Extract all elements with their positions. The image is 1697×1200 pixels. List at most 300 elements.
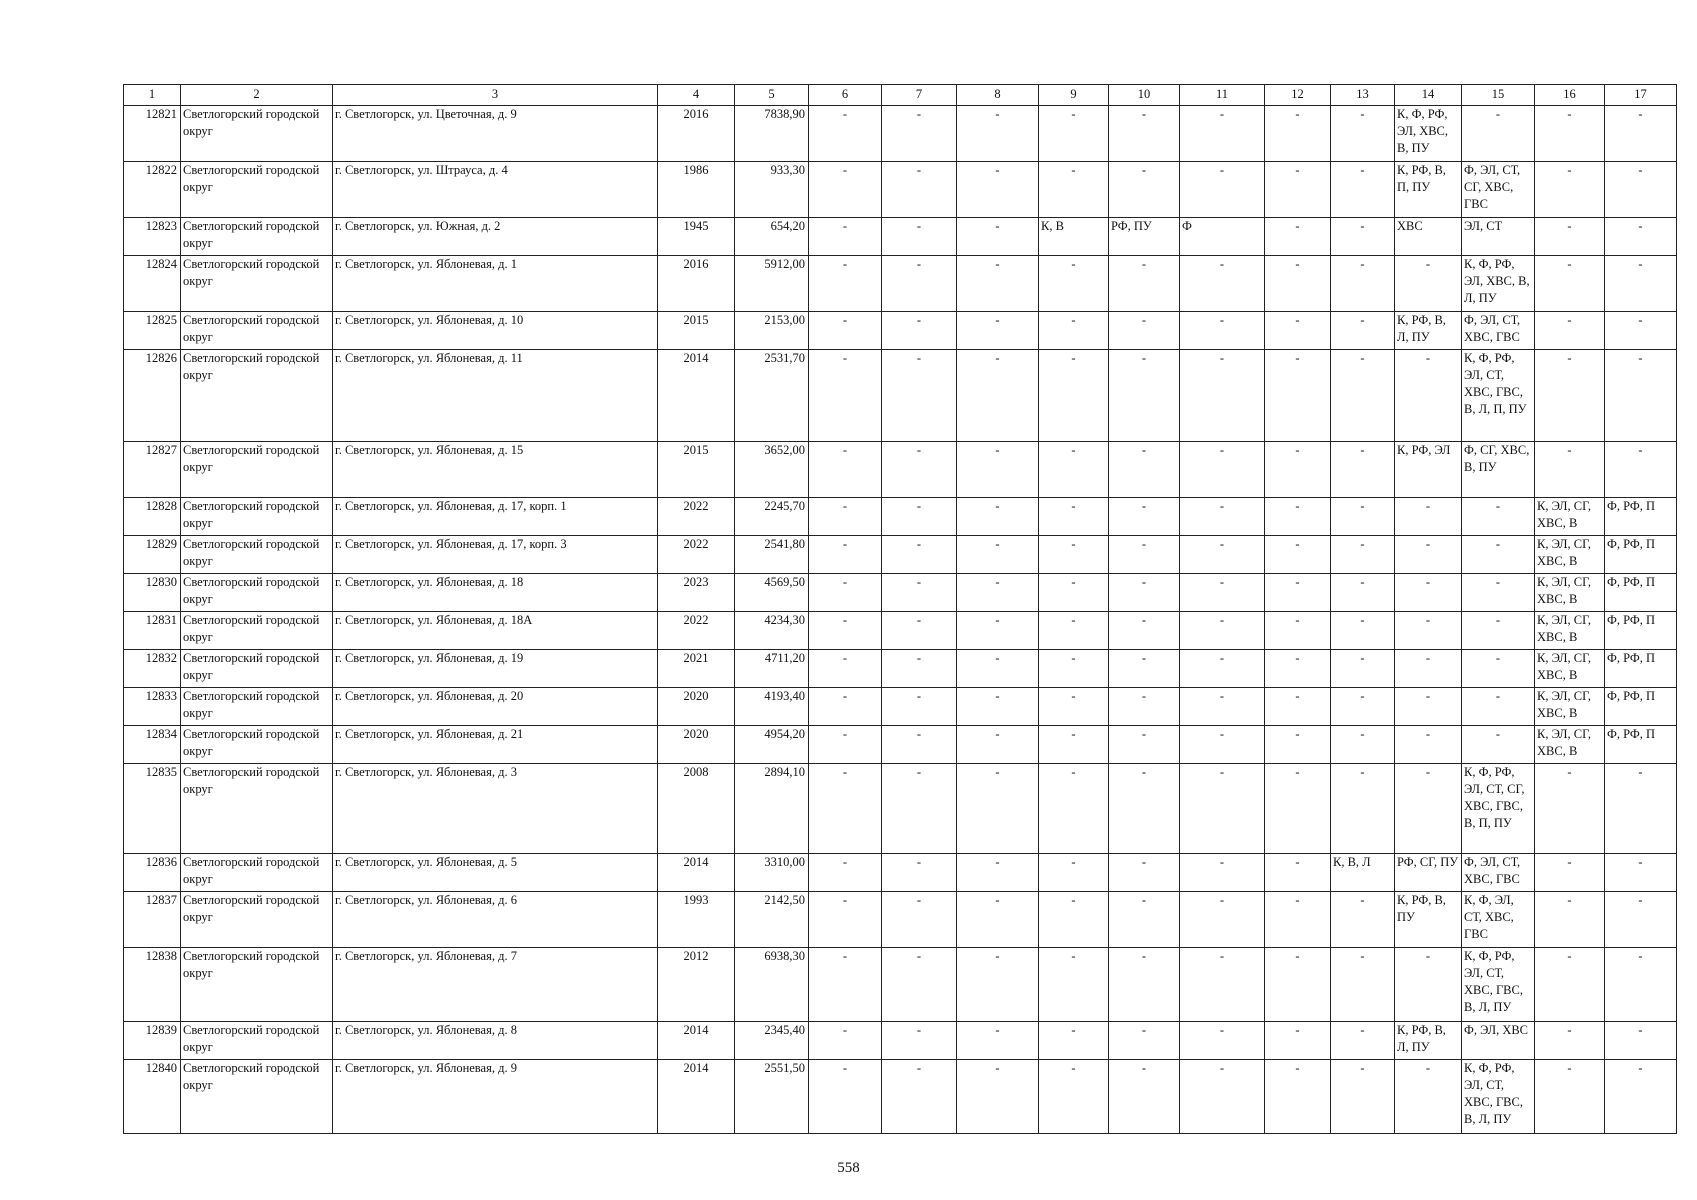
col-15-cell: - xyxy=(1462,612,1535,650)
col-16-cell: К, ЭЛ, СГ, ХВС, В xyxy=(1535,574,1605,612)
col-6-cell: - xyxy=(809,892,882,948)
col-12-cell: - xyxy=(1265,650,1331,688)
col-11-cell: - xyxy=(1180,498,1265,536)
municipality-cell: Светлогорский городской округ xyxy=(181,854,333,892)
area-cell: 2541,80 xyxy=(735,536,809,574)
table-body xyxy=(124,106,1677,1134)
col-14-cell: - xyxy=(1395,764,1462,854)
col-17-cell: Ф, РФ, П xyxy=(1605,612,1677,650)
col-12-cell: - xyxy=(1265,612,1331,650)
col-9-cell: К, В xyxy=(1039,218,1109,256)
area-cell: 2551,50 xyxy=(735,1060,809,1134)
col-17-cell: - xyxy=(1605,106,1677,162)
col-13-cell: - xyxy=(1331,536,1395,574)
col-11-cell: - xyxy=(1180,442,1265,498)
table-row xyxy=(124,612,1677,650)
col-7-cell: - xyxy=(882,726,957,764)
col-15-cell: К, Ф, РФ, ЭЛ, ХВС, В, Л, ПУ xyxy=(1462,256,1535,312)
col-8-cell: - xyxy=(957,726,1039,764)
col-9-cell: - xyxy=(1039,498,1109,536)
col-9-cell: - xyxy=(1039,536,1109,574)
col-17-cell: - xyxy=(1605,162,1677,218)
col-16-cell: К, ЭЛ, СГ, ХВС, В xyxy=(1535,688,1605,726)
record-number-cell: 12835 xyxy=(124,764,181,854)
col-13-cell: - xyxy=(1331,218,1395,256)
col-17-cell: Ф, РФ, П xyxy=(1605,650,1677,688)
col-16-cell: К, ЭЛ, СГ, ХВС, В xyxy=(1535,650,1605,688)
col-16-cell: - xyxy=(1535,350,1605,442)
municipality-cell: Светлогорский городской округ xyxy=(181,218,333,256)
col-16-cell: - xyxy=(1535,106,1605,162)
col-12-cell: - xyxy=(1265,1022,1331,1060)
col-14-cell: К, Ф, РФ, ЭЛ, ХВС, В, ПУ xyxy=(1395,106,1462,162)
col-11-cell: - xyxy=(1180,256,1265,312)
column-number-4: 4 xyxy=(658,85,735,106)
col-10-cell: - xyxy=(1109,726,1180,764)
col-14-cell: - xyxy=(1395,498,1462,536)
col-13-cell: - xyxy=(1331,442,1395,498)
col-10-cell: - xyxy=(1109,574,1180,612)
col-8-cell: - xyxy=(957,350,1039,442)
area-cell: 2153,00 xyxy=(735,312,809,350)
col-16-cell: К, ЭЛ, СГ, ХВС, В xyxy=(1535,612,1605,650)
col-13-cell: - xyxy=(1331,1060,1395,1134)
col-6-cell: - xyxy=(809,442,882,498)
col-14-cell: - xyxy=(1395,948,1462,1022)
column-number-14: 14 xyxy=(1395,85,1462,106)
col-16-cell: - xyxy=(1535,948,1605,1022)
area-cell: 6938,30 xyxy=(735,948,809,1022)
municipality-cell: Светлогорский городской округ xyxy=(181,650,333,688)
municipality-cell: Светлогорский городской округ xyxy=(181,442,333,498)
col-9-cell: - xyxy=(1039,726,1109,764)
col-10-cell: - xyxy=(1109,764,1180,854)
address-cell: г. Светлогорск, ул. Штрауса, д. 4 xyxy=(333,162,658,218)
address-cell: г. Светлогорск, ул. Цветочная, д. 9 xyxy=(333,106,658,162)
col-14-cell: - xyxy=(1395,350,1462,442)
col-8-cell: - xyxy=(957,218,1039,256)
col-13-cell: - xyxy=(1331,650,1395,688)
col-6-cell: - xyxy=(809,688,882,726)
area-cell: 2894,10 xyxy=(735,764,809,854)
address-cell: г. Светлогорск, ул. Яблоневая, д. 3 xyxy=(333,764,658,854)
col-10-cell: - xyxy=(1109,442,1180,498)
col-16-cell: - xyxy=(1535,312,1605,350)
col-6-cell: - xyxy=(809,612,882,650)
municipality-cell: Светлогорский городской округ xyxy=(181,1060,333,1134)
col-8-cell: - xyxy=(957,764,1039,854)
table-row xyxy=(124,948,1677,1022)
col-17-cell: - xyxy=(1605,1022,1677,1060)
area-cell: 2531,70 xyxy=(735,350,809,442)
col-11-cell: - xyxy=(1180,1022,1265,1060)
record-number-cell: 12837 xyxy=(124,892,181,948)
col-10-cell: - xyxy=(1109,892,1180,948)
housing-register-table xyxy=(123,84,1677,1134)
record-number-cell: 12826 xyxy=(124,350,181,442)
address-cell: г. Светлогорск, ул. Яблоневая, д. 10 xyxy=(333,312,658,350)
col-9-cell: - xyxy=(1039,892,1109,948)
col-11-cell: Ф xyxy=(1180,218,1265,256)
col-16-cell: К, ЭЛ, СГ, ХВС, В xyxy=(1535,498,1605,536)
col-10-cell: - xyxy=(1109,106,1180,162)
col-8-cell: - xyxy=(957,256,1039,312)
col-16-cell: - xyxy=(1535,854,1605,892)
col-6-cell: - xyxy=(809,218,882,256)
table-row xyxy=(124,350,1677,442)
year-built-cell: 2014 xyxy=(658,350,735,442)
col-11-cell: - xyxy=(1180,726,1265,764)
col-15-cell: - xyxy=(1462,574,1535,612)
address-cell: г. Светлогорск, ул. Яблоневая, д. 7 xyxy=(333,948,658,1022)
table-row xyxy=(124,106,1677,162)
col-10-cell: - xyxy=(1109,948,1180,1022)
record-number-cell: 12824 xyxy=(124,256,181,312)
col-10-cell: - xyxy=(1109,498,1180,536)
col-6-cell: - xyxy=(809,350,882,442)
col-17-cell: - xyxy=(1605,442,1677,498)
col-9-cell: - xyxy=(1039,162,1109,218)
col-10-cell: - xyxy=(1109,612,1180,650)
col-11-cell: - xyxy=(1180,162,1265,218)
record-number-cell: 12840 xyxy=(124,1060,181,1134)
col-10-cell: - xyxy=(1109,1060,1180,1134)
col-14-cell: - xyxy=(1395,1060,1462,1134)
col-11-cell: - xyxy=(1180,688,1265,726)
col-12-cell: - xyxy=(1265,688,1331,726)
col-15-cell: К, Ф, РФ, ЭЛ, СТ, СГ, ХВС, ГВС, В, П, ПУ xyxy=(1462,764,1535,854)
area-cell: 4193,40 xyxy=(735,688,809,726)
table-row xyxy=(124,688,1677,726)
col-9-cell: - xyxy=(1039,1060,1109,1134)
column-number-17: 17 xyxy=(1605,85,1677,106)
column-number-9: 9 xyxy=(1039,85,1109,106)
address-cell: г. Светлогорск, ул. Яблоневая, д. 20 xyxy=(333,688,658,726)
year-built-cell: 2021 xyxy=(658,650,735,688)
col-7-cell: - xyxy=(882,764,957,854)
col-6-cell: - xyxy=(809,650,882,688)
col-7-cell: - xyxy=(882,106,957,162)
col-14-cell: К, РФ, В, П, ПУ xyxy=(1395,162,1462,218)
address-cell: г. Светлогорск, ул. Яблоневая, д. 15 xyxy=(333,442,658,498)
col-7-cell: - xyxy=(882,574,957,612)
col-14-cell: - xyxy=(1395,612,1462,650)
col-15-cell: Ф, ЭЛ, СТ, ХВС, ГВС xyxy=(1462,312,1535,350)
col-8-cell: - xyxy=(957,688,1039,726)
col-15-cell: К, Ф, ЭЛ, СТ, ХВС, ГВС xyxy=(1462,892,1535,948)
col-8-cell: - xyxy=(957,106,1039,162)
table-row xyxy=(124,1060,1677,1134)
col-6-cell: - xyxy=(809,1060,882,1134)
col-12-cell: - xyxy=(1265,854,1331,892)
table-row xyxy=(124,854,1677,892)
address-cell: г. Светлогорск, ул. Яблоневая, д. 18 xyxy=(333,574,658,612)
col-17-cell: Ф, РФ, П xyxy=(1605,536,1677,574)
col-17-cell: Ф, РФ, П xyxy=(1605,688,1677,726)
municipality-cell: Светлогорский городской округ xyxy=(181,350,333,442)
address-cell: г. Светлогорск, ул. Яблоневая, д. 17, корп. 1 xyxy=(333,498,658,536)
table-row xyxy=(124,726,1677,764)
record-number-cell: 12827 xyxy=(124,442,181,498)
col-15-cell: - xyxy=(1462,726,1535,764)
col-16-cell: - xyxy=(1535,1022,1605,1060)
record-number-cell: 12821 xyxy=(124,106,181,162)
municipality-cell: Светлогорский городской округ xyxy=(181,162,333,218)
column-number-13: 13 xyxy=(1331,85,1395,106)
col-11-cell: - xyxy=(1180,1060,1265,1134)
municipality-cell: Светлогорский городской округ xyxy=(181,688,333,726)
col-7-cell: - xyxy=(882,688,957,726)
col-15-cell: Ф, ЭЛ, СТ, ХВС, ГВС xyxy=(1462,854,1535,892)
col-6-cell: - xyxy=(809,854,882,892)
col-8-cell: - xyxy=(957,650,1039,688)
year-built-cell: 2012 xyxy=(658,948,735,1022)
col-12-cell: - xyxy=(1265,764,1331,854)
col-7-cell: - xyxy=(882,498,957,536)
area-cell: 654,20 xyxy=(735,218,809,256)
col-6-cell: - xyxy=(809,312,882,350)
municipality-cell: Светлогорский городской округ xyxy=(181,892,333,948)
col-10-cell: - xyxy=(1109,256,1180,312)
col-13-cell: - xyxy=(1331,892,1395,948)
col-7-cell: - xyxy=(882,256,957,312)
col-16-cell: - xyxy=(1535,162,1605,218)
col-14-cell: К, РФ, В, Л, ПУ xyxy=(1395,1022,1462,1060)
year-built-cell: 1986 xyxy=(658,162,735,218)
record-number-cell: 12838 xyxy=(124,948,181,1022)
col-8-cell: - xyxy=(957,1022,1039,1060)
col-17-cell: Ф, РФ, П xyxy=(1605,498,1677,536)
year-built-cell: 2022 xyxy=(658,612,735,650)
col-7-cell: - xyxy=(882,442,957,498)
col-14-cell: - xyxy=(1395,574,1462,612)
col-6-cell: - xyxy=(809,764,882,854)
col-16-cell: - xyxy=(1535,764,1605,854)
col-13-cell: - xyxy=(1331,764,1395,854)
col-10-cell: - xyxy=(1109,536,1180,574)
col-17-cell: - xyxy=(1605,218,1677,256)
col-14-cell: РФ, СГ, ПУ xyxy=(1395,854,1462,892)
year-built-cell: 2022 xyxy=(658,536,735,574)
col-15-cell: К, Ф, РФ, ЭЛ, СТ, ХВС, ГВС, В, Л, ПУ xyxy=(1462,948,1535,1022)
year-built-cell: 2020 xyxy=(658,726,735,764)
record-number-cell: 12832 xyxy=(124,650,181,688)
col-10-cell: - xyxy=(1109,650,1180,688)
table-row xyxy=(124,218,1677,256)
col-13-cell: - xyxy=(1331,1022,1395,1060)
col-7-cell: - xyxy=(882,612,957,650)
col-14-cell: ХВС xyxy=(1395,218,1462,256)
address-cell: г. Светлогорск, ул. Яблоневая, д. 5 xyxy=(333,854,658,892)
col-17-cell: - xyxy=(1605,854,1677,892)
col-9-cell: - xyxy=(1039,106,1109,162)
col-7-cell: - xyxy=(882,650,957,688)
column-number-15: 15 xyxy=(1462,85,1535,106)
col-8-cell: - xyxy=(957,574,1039,612)
record-number-cell: 12834 xyxy=(124,726,181,764)
record-number-cell: 12828 xyxy=(124,498,181,536)
record-number-cell: 12822 xyxy=(124,162,181,218)
col-6-cell: - xyxy=(809,1022,882,1060)
municipality-cell: Светлогорский городской округ xyxy=(181,1022,333,1060)
record-number-cell: 12833 xyxy=(124,688,181,726)
col-13-cell: - xyxy=(1331,106,1395,162)
address-cell: г. Светлогорск, ул. Яблоневая, д. 19 xyxy=(333,650,658,688)
col-9-cell: - xyxy=(1039,312,1109,350)
col-7-cell: - xyxy=(882,312,957,350)
col-10-cell: - xyxy=(1109,854,1180,892)
col-12-cell: - xyxy=(1265,162,1331,218)
col-13-cell: - xyxy=(1331,312,1395,350)
col-17-cell: - xyxy=(1605,256,1677,312)
col-14-cell: - xyxy=(1395,536,1462,574)
col-12-cell: - xyxy=(1265,726,1331,764)
address-cell: г. Светлогорск, ул. Яблоневая, д. 9 xyxy=(333,1060,658,1134)
col-12-cell: - xyxy=(1265,498,1331,536)
municipality-cell: Светлогорский городской округ xyxy=(181,312,333,350)
area-cell: 4954,20 xyxy=(735,726,809,764)
col-11-cell: - xyxy=(1180,948,1265,1022)
col-8-cell: - xyxy=(957,1060,1039,1134)
column-number-11: 11 xyxy=(1180,85,1265,106)
col-14-cell: - xyxy=(1395,688,1462,726)
record-number-cell: 12823 xyxy=(124,218,181,256)
col-13-cell: - xyxy=(1331,948,1395,1022)
col-13-cell: - xyxy=(1331,612,1395,650)
col-11-cell: - xyxy=(1180,536,1265,574)
municipality-cell: Светлогорский городской округ xyxy=(181,536,333,574)
col-6-cell: - xyxy=(809,162,882,218)
col-8-cell: - xyxy=(957,442,1039,498)
column-number-1: 1 xyxy=(124,85,181,106)
col-11-cell: - xyxy=(1180,350,1265,442)
col-10-cell: - xyxy=(1109,350,1180,442)
col-15-cell: Ф, ЭЛ, ХВС xyxy=(1462,1022,1535,1060)
record-number-cell: 12825 xyxy=(124,312,181,350)
col-7-cell: - xyxy=(882,218,957,256)
table-row xyxy=(124,498,1677,536)
col-7-cell: - xyxy=(882,892,957,948)
col-14-cell: К, РФ, В, Л, ПУ xyxy=(1395,312,1462,350)
col-12-cell: - xyxy=(1265,350,1331,442)
table-row xyxy=(124,650,1677,688)
address-cell: г. Светлогорск, ул. Яблоневая, д. 1 xyxy=(333,256,658,312)
col-6-cell: - xyxy=(809,948,882,1022)
col-16-cell: - xyxy=(1535,256,1605,312)
year-built-cell: 2022 xyxy=(658,498,735,536)
record-number-cell: 12830 xyxy=(124,574,181,612)
col-15-cell: К, Ф, РФ, ЭЛ, СТ, ХВС, ГВС, В, Л, ПУ xyxy=(1462,1060,1535,1134)
area-cell: 3310,00 xyxy=(735,854,809,892)
col-15-cell: ЭЛ, СТ xyxy=(1462,218,1535,256)
col-9-cell: - xyxy=(1039,612,1109,650)
page-number: 558 xyxy=(837,1160,860,1176)
year-built-cell: 2020 xyxy=(658,688,735,726)
col-7-cell: - xyxy=(882,162,957,218)
col-8-cell: - xyxy=(957,854,1039,892)
table-row xyxy=(124,574,1677,612)
col-9-cell: - xyxy=(1039,764,1109,854)
municipality-cell: Светлогорский городской округ xyxy=(181,764,333,854)
col-7-cell: - xyxy=(882,1022,957,1060)
col-6-cell: - xyxy=(809,536,882,574)
col-12-cell: - xyxy=(1265,312,1331,350)
year-built-cell: 2014 xyxy=(658,1060,735,1134)
year-built-cell: 2015 xyxy=(658,442,735,498)
col-12-cell: - xyxy=(1265,574,1331,612)
year-built-cell: 2016 xyxy=(658,106,735,162)
col-13-cell: - xyxy=(1331,350,1395,442)
col-6-cell: - xyxy=(809,726,882,764)
municipality-cell: Светлогорский городской округ xyxy=(181,498,333,536)
area-cell: 2142,50 xyxy=(735,892,809,948)
col-12-cell: - xyxy=(1265,536,1331,574)
col-17-cell: Ф, РФ, П xyxy=(1605,726,1677,764)
municipality-cell: Светлогорский городской округ xyxy=(181,726,333,764)
col-15-cell: - xyxy=(1462,498,1535,536)
col-15-cell: Ф, СГ, ХВС, В, ПУ xyxy=(1462,442,1535,498)
col-8-cell: - xyxy=(957,612,1039,650)
col-9-cell: - xyxy=(1039,256,1109,312)
col-10-cell: РФ, ПУ xyxy=(1109,218,1180,256)
col-7-cell: - xyxy=(882,948,957,1022)
address-cell: г. Светлогорск, ул. Яблоневая, д. 11 xyxy=(333,350,658,442)
col-6-cell: - xyxy=(809,106,882,162)
address-cell: г. Светлогорск, ул. Яблоневая, д. 17, корп. 3 xyxy=(333,536,658,574)
col-12-cell: - xyxy=(1265,892,1331,948)
col-16-cell: - xyxy=(1535,1060,1605,1134)
area-cell: 4569,50 xyxy=(735,574,809,612)
col-13-cell: - xyxy=(1331,688,1395,726)
municipality-cell: Светлогорский городской округ xyxy=(181,256,333,312)
col-11-cell: - xyxy=(1180,764,1265,854)
table-row xyxy=(124,892,1677,948)
table-row xyxy=(124,536,1677,574)
col-6-cell: - xyxy=(809,574,882,612)
area-cell: 4234,30 xyxy=(735,612,809,650)
column-number-5: 5 xyxy=(735,85,809,106)
address-cell: г. Светлогорск, ул. Южная, д. 2 xyxy=(333,218,658,256)
col-10-cell: - xyxy=(1109,688,1180,726)
col-17-cell: Ф, РФ, П xyxy=(1605,574,1677,612)
col-14-cell: - xyxy=(1395,726,1462,764)
address-cell: г. Светлогорск, ул. Яблоневая, д. 8 xyxy=(333,1022,658,1060)
col-13-cell: К, В, Л xyxy=(1331,854,1395,892)
col-14-cell: - xyxy=(1395,256,1462,312)
col-15-cell: - xyxy=(1462,688,1535,726)
year-built-cell: 2015 xyxy=(658,312,735,350)
col-12-cell: - xyxy=(1265,106,1331,162)
municipality-cell: Светлогорский городской округ xyxy=(181,948,333,1022)
area-cell: 2245,70 xyxy=(735,498,809,536)
col-16-cell: - xyxy=(1535,218,1605,256)
municipality-cell: Светлогорский городской округ xyxy=(181,106,333,162)
col-15-cell: - xyxy=(1462,650,1535,688)
record-number-cell: 12839 xyxy=(124,1022,181,1060)
record-number-cell: 12836 xyxy=(124,854,181,892)
col-8-cell: - xyxy=(957,892,1039,948)
area-cell: 4711,20 xyxy=(735,650,809,688)
area-cell: 5912,00 xyxy=(735,256,809,312)
area-cell: 3652,00 xyxy=(735,442,809,498)
col-11-cell: - xyxy=(1180,612,1265,650)
col-8-cell: - xyxy=(957,312,1039,350)
col-10-cell: - xyxy=(1109,312,1180,350)
address-cell: г. Светлогорск, ул. Яблоневая, д. 6 xyxy=(333,892,658,948)
col-12-cell: - xyxy=(1265,442,1331,498)
column-number-6: 6 xyxy=(809,85,882,106)
col-9-cell: - xyxy=(1039,350,1109,442)
